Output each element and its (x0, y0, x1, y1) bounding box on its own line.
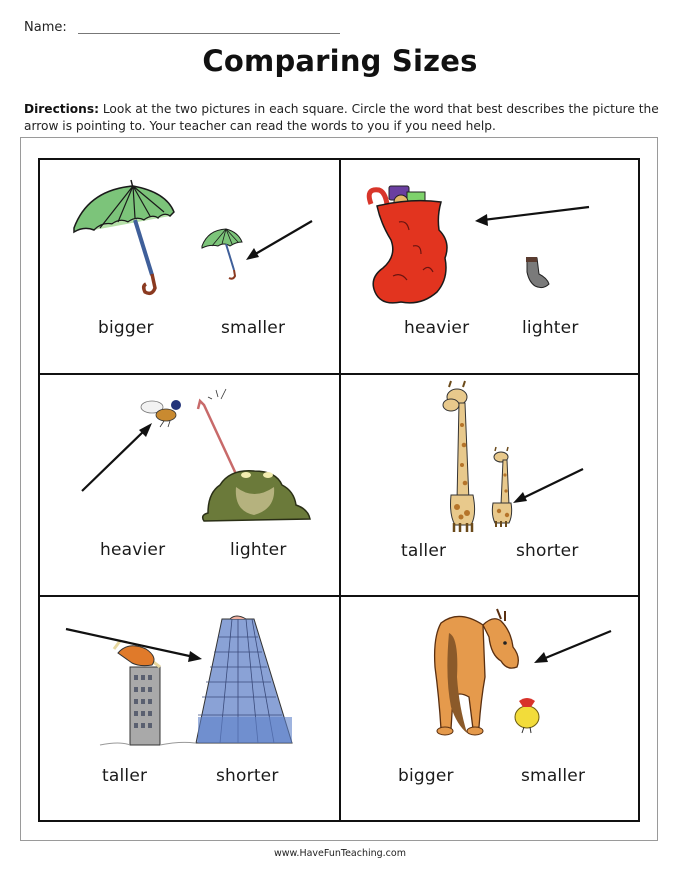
option-smaller[interactable]: smaller (221, 318, 286, 338)
horse-chick-illustration (341, 597, 638, 820)
directions (24, 101, 664, 135)
arrow-icon (513, 469, 583, 503)
small-umbrella-icon (202, 229, 242, 279)
name-label: Name: (24, 20, 67, 35)
short-giraffe-icon (492, 447, 511, 527)
option-heavier[interactable]: heavier (100, 540, 166, 560)
name-input-line[interactable] (78, 33, 340, 34)
cell-horse-chick (341, 597, 638, 820)
tall-giraffe-icon (443, 381, 475, 532)
option-shorter[interactable]: shorter (216, 766, 279, 786)
big-umbrella-icon (74, 180, 174, 293)
umbrella-illustration (40, 160, 339, 373)
arrow-icon (475, 207, 589, 226)
option-lighter[interactable]: lighter (230, 540, 287, 560)
page-title: Comparing Sizes (202, 44, 478, 78)
small-building-icon (100, 641, 195, 745)
option-taller[interactable]: taller (102, 766, 148, 786)
cell-fly-frog (40, 375, 339, 595)
cell-giraffes (341, 375, 638, 595)
small-sock-icon (526, 257, 549, 288)
option-smaller[interactable]: smaller (521, 766, 586, 786)
arrow-icon (534, 631, 611, 663)
option-shorter[interactable]: shorter (516, 541, 579, 561)
fly-icon (141, 400, 181, 427)
option-bigger[interactable]: bigger (398, 766, 454, 786)
option-taller[interactable]: taller (401, 541, 447, 561)
building-illustration (40, 597, 339, 820)
fly-frog-illustration (40, 375, 339, 595)
frog-icon (203, 471, 310, 521)
arrow-icon (82, 423, 152, 491)
directions-text: Look at the two pictures in each square. Circle the word that best describes the picture the arrow is pointing to. Your teacher can read the words to you if you need help. (24, 102, 659, 133)
option-bigger[interactable]: bigger (98, 318, 154, 338)
chick-icon (515, 698, 539, 733)
tall-building-icon (196, 616, 292, 743)
sparkle-icon (208, 389, 226, 399)
footer-website: www.HaveFunTeaching.com (274, 848, 406, 859)
arrow-icon (246, 221, 312, 260)
stocking-illustration (341, 160, 638, 373)
cell-umbrellas (40, 160, 339, 373)
cell-stockings (341, 160, 638, 373)
full-stocking-icon (369, 186, 447, 303)
giraffe-illustration (341, 375, 638, 595)
cell-buildings (40, 597, 339, 820)
directions-label: Directions: (24, 102, 99, 116)
option-heavier[interactable]: heavier (404, 318, 470, 338)
horse-icon (435, 609, 519, 735)
option-lighter[interactable]: lighter (522, 318, 579, 338)
